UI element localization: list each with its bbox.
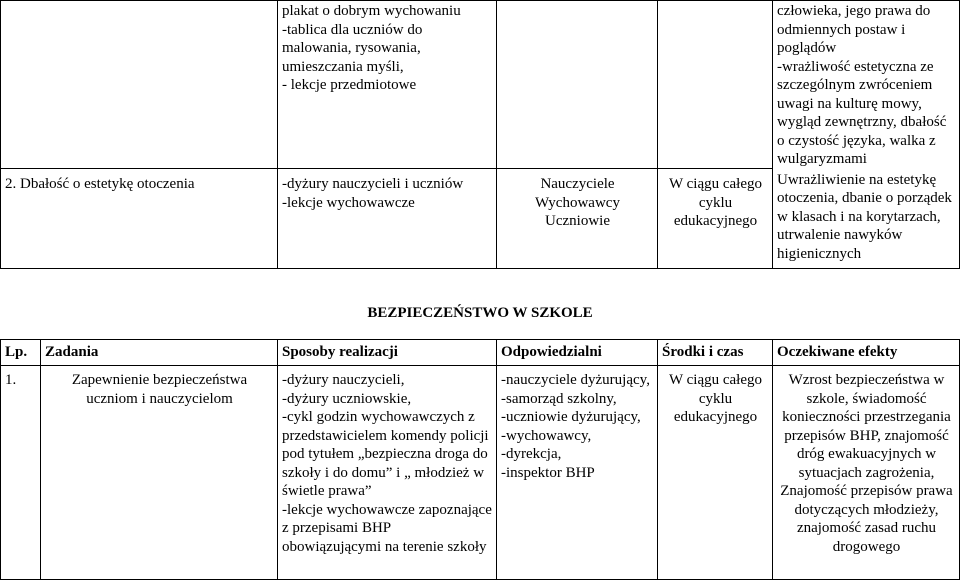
row1-lp: 1. <box>1 366 41 580</box>
top-table <box>0 0 960 269</box>
header-lp: Lp. <box>1 340 41 366</box>
top-row2-lp: 2. <box>5 176 17 192</box>
top-row1-task-cell <box>1 1 278 169</box>
top-row1-time-cell <box>658 1 773 169</box>
top-row2-task: Dbałość o estetykę otoczenia <box>20 176 195 192</box>
top-row2-responsible-cell: Nauczyciele Wychowawcy Uczniowie <box>497 169 658 269</box>
top-row2-time-cell: W ciągu całego cyklu edukacyjnego <box>658 169 773 269</box>
header-effects: Oczekiwane efekty <box>773 340 960 366</box>
row1-task: Zapewnienie bezpieczeństwa uczniom i nauczycielom <box>41 366 278 580</box>
header-methods: Sposoby realizacji <box>278 340 497 366</box>
top-row2-task-cell <box>1 169 278 269</box>
row1-time: W ciągu całego cyklu edukacyjnego <box>658 366 773 580</box>
top-row1-methods-cell: plakat o dobrym wychowaniu -tablica dla uczniów do malowania, rysowania, umieszczania myśli, - lekcje przedmiotowe <box>278 1 497 169</box>
top-row2-methods-cell: -dyżury nauczycieli i uczniów -lekcje wychowawcze <box>278 169 497 269</box>
table-row <box>1 366 960 580</box>
section-title: BEZPIECZEŃSTWO W SZKOLE <box>367 305 593 321</box>
top-row1-responsible-cell <box>497 1 658 169</box>
row1-effects: Wzrost bezpieczeństwa w szkole, świadomość konieczności przestrzegania przepisów BHP, znajomość dróg ewakuacyjnych w sytuacjach zagrożenia, Znajomość przepisów prawa dotyczących młodzieży, znajomość zasad ruchu drogowego <box>773 366 960 580</box>
row1-responsible: -nauczyciele dyżurujący, -samorząd szkolny, -uczniowie dyżurujący, -wychowawcy, -dyrekcja, -inspektor BHP <box>497 366 658 580</box>
header-task: Zadania <box>41 340 278 366</box>
top-row1-effects-cell: człowieka, jego prawa do odmiennych postaw i poglądów -wrażliwość estetyczna ze szczególnym zwróceniem uwagi na kulturę mowy, wygląd zewnętrzny, dbałość o czystość języka, walka z wulgaryzmami <box>773 1 960 169</box>
header-time: Środki i czas <box>658 340 773 366</box>
top-row2-effects-cell: Uwrażliwienie na estetykę otoczenia, dbanie o porządek w klasach i na korytarzach, utrwalenie nawyków higienicznych <box>773 169 960 269</box>
table-header-row <box>1 340 960 366</box>
header-responsible: Odpowiedzialni <box>497 340 658 366</box>
bottom-table <box>0 339 960 580</box>
row1-methods: -dyżury nauczycieli, -dyżury uczniowskie, -cykl godzin wychowawczych z przedstawicielem komendy policji pod tytułem „bezpieczna droga do szkoły i do domu” i „ młodzież w świetle prawa” -lekcje wychowawcze zapoznające z przepisami BHP obowiązującymi na terenie szkoły <box>278 366 497 580</box>
